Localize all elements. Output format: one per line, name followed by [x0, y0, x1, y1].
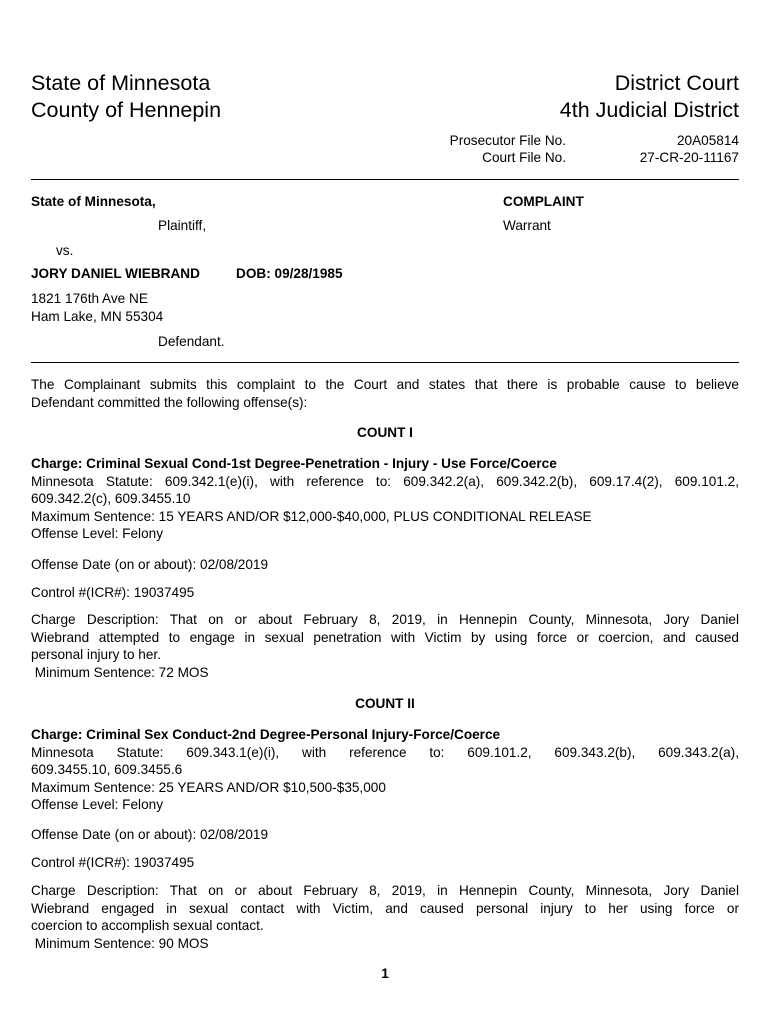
document-type: COMPLAINT: [503, 194, 584, 209]
count-1-desc-line3: personal injury to her.: [31, 647, 161, 663]
defendant-dob: DOB: 09/28/1985: [236, 266, 343, 281]
defendant-role: Defendant.: [158, 334, 225, 349]
count-1-statute-line2: 609.342.2(c), 609.3455.10: [31, 491, 191, 507]
page-number: 1: [381, 966, 389, 981]
count-1-control-number: Control #(ICR#): 19037495: [31, 585, 195, 600]
intro-paragraph: [31, 376, 739, 411]
count-1-charge: Charge: Criminal Sexual Cond-1st Degree-Penetration - Injury - Use Force/Coerce: [31, 456, 557, 471]
defendant-address-line2: Ham Lake, MN 55304: [31, 309, 164, 324]
count-2-offense-level: Offense Level: Felony: [31, 797, 163, 813]
header-divider: [31, 179, 739, 180]
count-2-desc-line1: Charge Description: That on or about February 8, 2019, in Hennepin County, Minnesota, Jory Daniel: [31, 883, 739, 898]
document-subtype: Warrant: [503, 218, 551, 233]
versus-label: vs.: [56, 243, 74, 258]
count-1-description: [31, 611, 739, 681]
count-2-charge: Charge: Criminal Sex Conduct-2nd Degree-Personal Injury-Force/Coerce: [31, 727, 501, 742]
count-2-statute-line1: Minnesota Statute: 609.343.1(e)(i), with reference to: 609.101.2, 609.343.2(b), 609.343.2(a),: [31, 744, 739, 760]
count-1-offense-level: Offense Level: Felony: [31, 526, 163, 542]
court-heading: District Court: [614, 71, 739, 95]
count-2-offense-date: Offense Date (on or about): 02/08/2019: [31, 827, 269, 842]
count-2-description: [31, 882, 739, 952]
parties-divider: [31, 362, 739, 363]
count-1-desc-line1: Charge Description: That on or about February 8, 2019, in Hennepin County, Minnesota, Jory Daniel: [31, 612, 739, 627]
intro-line-1: The Complainant submits this complaint to the Court and states that there is probable cause to believe: [31, 377, 739, 392]
court-file-label: Court File No.: [482, 150, 566, 165]
defendant-address-line1: 1821 176th Ave NE: [31, 291, 148, 306]
count-1-block: [31, 455, 739, 543]
count-1-statute-line1: Minnesota Statute: 609.342.1(e)(i), with reference to: 609.342.2(a), 609.342.2(b), 609.17.4(2), 609.101.2,: [31, 473, 739, 489]
defendant-name: JORY DANIEL WIEBRAND: [31, 266, 200, 281]
count-2-control-number: Control #(ICR#): 19037495: [31, 855, 195, 870]
count-1-offense-date: Offense Date (on or about): 02/08/2019: [31, 557, 269, 572]
prosecutor-file-value: 20A05814: [677, 133, 739, 148]
intro-line-2: Defendant committed the following offense(s):: [31, 394, 308, 410]
count-1-min-sentence: Minimum Sentence: 72 MOS: [31, 664, 209, 680]
count-1-max-sentence: Maximum Sentence: 15 YEARS AND/OR $12,000-$40,000, PLUS CONDITIONAL RELEASE: [31, 508, 592, 524]
district-heading: 4th Judicial District: [559, 98, 739, 122]
plaintiff-name: State of Minnesota,: [31, 194, 156, 209]
count-1-heading: COUNT I: [357, 425, 413, 440]
count-2-block: [31, 726, 739, 814]
state-heading: State of Minnesota: [31, 71, 211, 95]
count-2-desc-line3: coercion to accomplish sexual contact.: [31, 918, 264, 934]
count-2-min-sentence: Minimum Sentence: 90 MOS: [31, 935, 209, 951]
county-heading: County of Hennepin: [31, 98, 222, 122]
count-2-heading: COUNT II: [355, 696, 415, 711]
count-2-max-sentence: Maximum Sentence: 25 YEARS AND/OR $10,500-$35,000: [31, 779, 386, 795]
count-2-desc-line2: Wiebrand engaged in sexual contact with Victim, and caused personal injury to her using force or: [31, 900, 739, 916]
plaintiff-role: Plaintiff,: [158, 218, 207, 233]
count-1-desc-line2: Wiebrand attempted to engage in sexual penetration with Victim by using force or coercion, and caused: [31, 629, 739, 645]
court-file-value: 27-CR-20-11167: [639, 150, 739, 165]
count-2-statute-line2: 609.3455.10, 609.3455.6: [31, 762, 183, 778]
prosecutor-file-label: Prosecutor File No.: [449, 133, 566, 148]
